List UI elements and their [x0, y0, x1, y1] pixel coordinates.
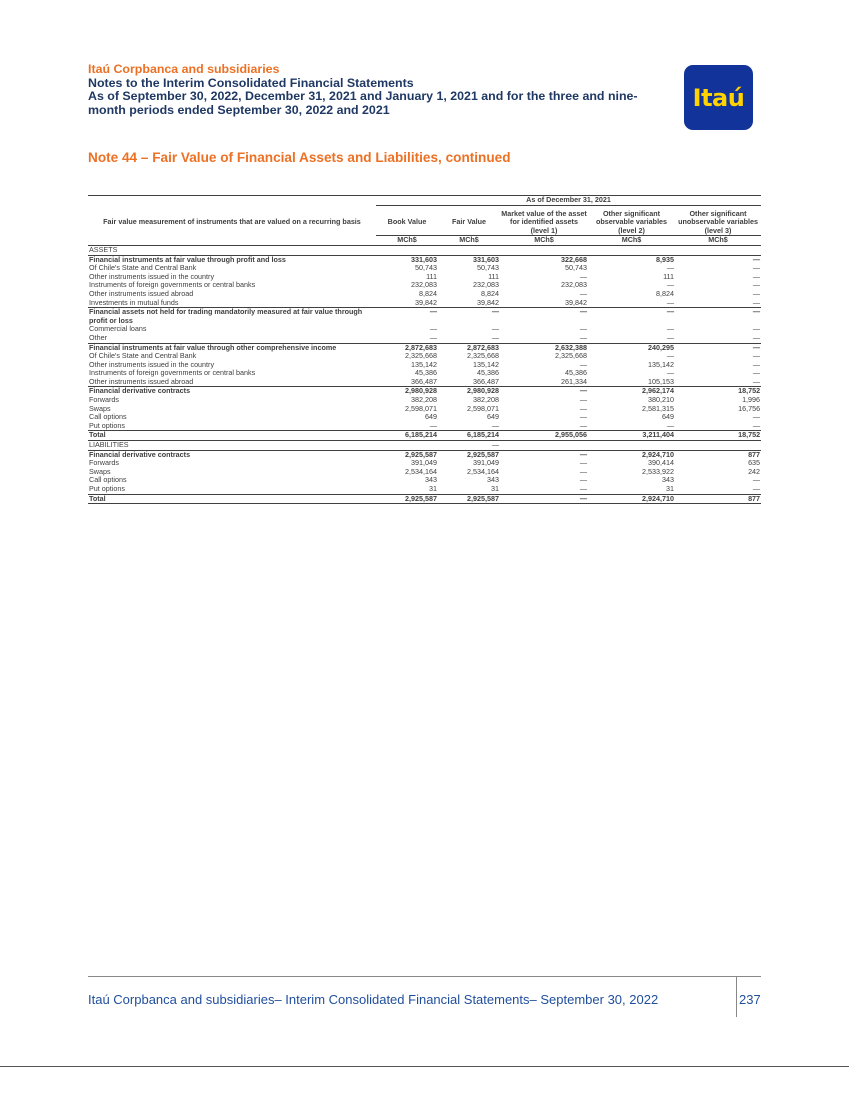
cell-level-3: — — [752, 324, 761, 334]
cell-level-3: — — [752, 368, 761, 378]
footer-page-separator — [736, 977, 737, 1017]
cell-level-3: — — [675, 308, 761, 326]
header-subtitle: Notes to the Interim Consolidated Financial Statements — [88, 75, 414, 90]
cell-book-value: 649 — [425, 412, 437, 422]
cell-level-2: 380,210 — [648, 395, 674, 405]
cell-fair-value: 2,980,928 — [438, 387, 500, 396]
col-header-level-2: Other significant observable variables (level 2) — [595, 208, 668, 235]
column-header-row — [88, 205, 761, 236]
table-row — [88, 334, 761, 343]
cell-level-1: 2,632,388 — [500, 343, 588, 352]
cell-level-3: — — [752, 484, 761, 493]
cell-level-2: 8,935 — [588, 255, 675, 264]
row-label: Financial instruments at fair value through profit and loss — [88, 255, 376, 264]
cell-level-1: 45,386 — [565, 368, 587, 378]
cell-level-2: 649 — [662, 412, 674, 422]
cell-level-3: 635 — [748, 458, 761, 468]
cell-level-2: — — [666, 368, 674, 378]
row-label: Other instruments issued abroad — [89, 376, 194, 386]
cell-book-value: 8,824 — [419, 288, 437, 298]
cell-fair-value: — — [491, 324, 499, 334]
cell-book-value: 366,487 — [411, 376, 437, 386]
cell-level-3: — — [752, 297, 761, 307]
cell-fair-value: 2,872,683 — [438, 343, 500, 352]
period-header-row — [88, 196, 761, 206]
row-label: Other instruments issued in the country — [89, 271, 215, 281]
logo-text: Itaú — [692, 83, 745, 112]
description-header: Fair value measurement of instruments that are valued on a recurring basis — [103, 217, 361, 227]
row-label: LIABILITIES — [89, 440, 129, 450]
cell-level-1 — [500, 245, 588, 255]
col-header-level-1: Market value of the asset for identified assets (level 1) — [501, 208, 587, 235]
row-label: ASSETS — [88, 245, 376, 255]
row-label: Financial derivative contracts — [88, 450, 376, 459]
row-label: Instruments of foreign governments or central banks — [89, 368, 256, 378]
cell-level-1: — — [500, 494, 588, 504]
cell-level-3: — — [752, 271, 761, 281]
row-label: Other — [89, 332, 107, 342]
row-label: Other instruments issued in the country — [89, 359, 215, 369]
cell-level-2: — — [666, 297, 674, 307]
unit-label: MCh$ — [500, 236, 588, 246]
cell-level-3: 242 — [748, 466, 761, 476]
cell-level-2: — — [666, 280, 674, 290]
cell-level-1: — — [579, 324, 587, 334]
cell-fair-value: — — [491, 332, 499, 342]
row-label: Call options — [89, 475, 127, 485]
cell-level-2: 2,924,710 — [588, 450, 675, 459]
cell-level-2: 2,581,315 — [642, 403, 674, 413]
cell-level-3: — — [752, 420, 761, 430]
row-label: Of Chile's State and Central Bank — [89, 263, 197, 273]
row-label: Investments in mutual funds — [89, 297, 179, 307]
footer-divider — [88, 976, 761, 977]
row-label: Financial instruments at fair value through other comprehensive income — [88, 343, 376, 352]
cell-level-3: — — [752, 351, 761, 361]
page-bottom-border — [0, 1066, 849, 1067]
cell-level-2: — — [666, 263, 674, 273]
cell-fair-value: 331,603 — [438, 255, 500, 264]
cell-level-1: 261,334 — [561, 376, 587, 386]
row-label: Put options — [89, 484, 125, 493]
cell-book-value: 50,743 — [415, 263, 437, 273]
cell-level-2: — — [666, 324, 674, 334]
cell-book-value: — — [429, 420, 437, 430]
total-row — [88, 494, 761, 504]
cell-level-2 — [588, 245, 675, 255]
cell-level-1: — — [579, 332, 587, 342]
cell-level-3: 18,752 — [675, 431, 761, 441]
cell-level-1: 50,743 — [565, 263, 587, 273]
cell-book-value: 6,185,214 — [376, 431, 438, 441]
cell-fair-value: 2,925,587 — [438, 494, 500, 504]
unit-label: MCh$ — [675, 236, 761, 246]
cell-book-value: — — [429, 324, 437, 334]
cell-level-2: — — [666, 420, 674, 430]
cell-level-1: — — [579, 420, 587, 430]
row-label: Forwards — [89, 395, 119, 405]
cell-book-value: 2,925,587 — [376, 450, 438, 459]
document-header — [88, 63, 668, 117]
cell-level-2: 390,414 — [648, 458, 674, 468]
cell-fair-value: 343 — [487, 475, 499, 485]
cell-level-3 — [675, 245, 761, 255]
cell-fair-value: 649 — [487, 412, 499, 422]
col-header-book-value: Book Value — [387, 217, 427, 227]
cell-level-2: 2,924,710 — [588, 494, 675, 504]
cell-level-2: — — [666, 351, 674, 361]
cell-level-3: 16,756 — [738, 403, 761, 413]
cell-level-1: — — [579, 288, 587, 298]
header-company: Itaú Corpbanca and subsidiaries — [88, 62, 280, 76]
cell-fair-value: 45,386 — [477, 368, 499, 378]
cell-level-3: — — [752, 288, 761, 298]
cell-level-1: — — [500, 308, 588, 326]
cell-book-value: 45,386 — [415, 368, 437, 378]
page-number: 237 — [739, 992, 761, 1007]
cell-level-2: 111 — [663, 271, 674, 281]
period-header: As of December 31, 2021 — [376, 196, 761, 206]
header-period: As of September 30, 2022, December 31, 2021 and January 1, 2021 and for the three and nine-month periods ended September 30, 2022 and 2021 — [88, 89, 638, 117]
fair-value-table — [88, 195, 761, 504]
col-header-level-3: Other significant unobservable variables (level 3) — [678, 208, 758, 235]
cell-level-2: — — [666, 332, 674, 342]
row-label: Call options — [89, 412, 127, 422]
cell-level-1: 39,842 — [565, 297, 587, 307]
row-label: Swaps — [89, 466, 111, 476]
note-title: Note 44 – Fair Value of Financial Assets and Liabilities, continued — [88, 150, 511, 165]
table-row — [88, 308, 761, 326]
cell-level-2: — — [588, 308, 675, 326]
cell-level-3: 877 — [675, 494, 761, 504]
cell-book-value: 2,534,164 — [405, 466, 437, 476]
cell-level-3 — [675, 441, 761, 451]
cell-fair-value: 391,049 — [473, 458, 499, 468]
cell-level-3: — — [675, 343, 761, 352]
row-label: Total — [88, 431, 376, 441]
cell-fair-value: 31 — [491, 484, 499, 493]
cell-book-value: 2,325,668 — [405, 351, 437, 361]
cell-level-1: 322,668 — [500, 255, 588, 264]
table-row — [88, 485, 761, 494]
row-label: Other instruments issued abroad — [89, 288, 194, 298]
cell-level-2: 343 — [662, 475, 674, 485]
cell-level-2: 105,153 — [648, 376, 674, 386]
cell-book-value: 331,603 — [376, 255, 438, 264]
cell-fair-value: 382,208 — [473, 395, 499, 405]
cell-book-value: — — [429, 332, 437, 342]
cell-book-value: 111 — [426, 271, 437, 281]
table-row — [88, 441, 761, 451]
cell-level-1: — — [579, 484, 587, 493]
itau-logo — [684, 65, 753, 130]
cell-level-1: — — [579, 271, 587, 281]
cell-level-2 — [588, 441, 675, 451]
cell-level-1 — [500, 441, 588, 451]
cell-level-2: 135,142 — [648, 359, 674, 369]
cell-book-value: 31 — [429, 484, 437, 493]
row-label: Financial assets not held for trading mandatorily measured at fair value through profit or loss — [88, 308, 376, 326]
cell-level-1: — — [579, 359, 587, 369]
unit-label: MCh$ — [438, 236, 500, 246]
cell-fair-value: 135,142 — [473, 359, 499, 369]
cell-level-3: — — [675, 255, 761, 264]
cell-level-1: 232,083 — [561, 280, 587, 290]
cell-level-2: 240,295 — [588, 343, 675, 352]
cell-fair-value: 366,487 — [473, 376, 499, 386]
cell-level-1: — — [579, 475, 587, 485]
cell-level-1: — — [500, 387, 588, 396]
cell-level-1: — — [579, 403, 587, 413]
cell-fair-value: — — [438, 308, 500, 326]
row-label: Total — [88, 494, 376, 504]
total-row — [88, 431, 761, 441]
cell-book-value: 232,083 — [411, 280, 437, 290]
cell-level-2: 3,211,404 — [588, 431, 675, 441]
table-row — [88, 325, 761, 334]
cell-book-value: 2,980,928 — [376, 387, 438, 396]
table-row — [88, 245, 761, 255]
row-label: Forwards — [89, 458, 119, 468]
cell-fair-value: 39,842 — [477, 297, 499, 307]
cell-level-3: 1,996 — [742, 395, 761, 405]
cell-fair-value: 2,325,668 — [467, 351, 499, 361]
cell-level-1: — — [579, 458, 587, 468]
cell-book-value: — — [376, 308, 438, 326]
cell-level-3: — — [752, 376, 761, 386]
cell-level-3: — — [752, 332, 761, 342]
cell-fair-value: — — [491, 440, 499, 450]
cell-level-3: — — [752, 359, 761, 369]
cell-book-value — [376, 245, 438, 255]
cell-book-value: 343 — [425, 475, 437, 485]
unit-label: MCh$ — [376, 236, 438, 246]
cell-level-3: — — [752, 280, 761, 290]
cell-book-value: 382,208 — [411, 395, 437, 405]
cell-level-1: — — [579, 466, 587, 476]
col-header-fair-value: Fair Value — [452, 217, 486, 227]
cell-fair-value: 8,824 — [481, 288, 499, 298]
cell-fair-value: 6,185,214 — [438, 431, 500, 441]
cell-level-3: — — [752, 475, 761, 485]
row-label: Put options — [89, 420, 125, 430]
row-label: Of Chile's State and Central Bank — [89, 351, 197, 361]
cell-book-value: 39,842 — [415, 297, 437, 307]
cell-fair-value: 2,534,164 — [467, 466, 499, 476]
cell-fair-value: 232,083 — [473, 280, 499, 290]
cell-fair-value: 50,743 — [477, 263, 499, 273]
row-label: Swaps — [89, 403, 111, 413]
cell-fair-value: 111 — [488, 271, 499, 281]
cell-fair-value: — — [491, 420, 499, 430]
cell-level-1: 2,325,668 — [555, 351, 587, 361]
cell-level-3: — — [752, 412, 761, 422]
cell-level-2: 31 — [666, 484, 674, 493]
cell-level-2: 2,533,922 — [642, 466, 674, 476]
cell-book-value: 2,872,683 — [376, 343, 438, 352]
cell-level-3: 18,752 — [675, 387, 761, 396]
cell-level-1: — — [500, 450, 588, 459]
cell-level-1: — — [579, 395, 587, 405]
cell-book-value: 135,142 — [411, 359, 437, 369]
table-row — [88, 476, 761, 485]
cell-level-3: 877 — [675, 450, 761, 459]
table-row — [88, 413, 761, 422]
row-label: Instruments of foreign governments or central banks — [89, 280, 256, 290]
cell-book-value: 2,925,587 — [376, 494, 438, 504]
row-label: Financial derivative contracts — [88, 387, 376, 396]
cell-level-2: 2,962,174 — [588, 387, 675, 396]
cell-level-3: — — [752, 263, 761, 273]
cell-fair-value: 2,925,587 — [438, 450, 500, 459]
cell-fair-value — [438, 245, 500, 255]
cell-level-2: 8,824 — [656, 288, 674, 298]
cell-book-value: 2,598,071 — [405, 403, 437, 413]
cell-book-value: 391,049 — [411, 458, 437, 468]
units-row — [88, 236, 761, 246]
cell-level-1: 2,955,056 — [500, 431, 588, 441]
cell-book-value — [376, 441, 438, 451]
footer-text: Itaú Corpbanca and subsidiaries– Interim Consolidated Financial Statements– September 30, 2022 — [88, 992, 659, 1007]
cell-fair-value: 2,598,071 — [467, 403, 499, 413]
unit-label: MCh$ — [588, 236, 675, 246]
cell-level-1: — — [579, 412, 587, 422]
row-label: Commercial loans — [89, 324, 147, 334]
